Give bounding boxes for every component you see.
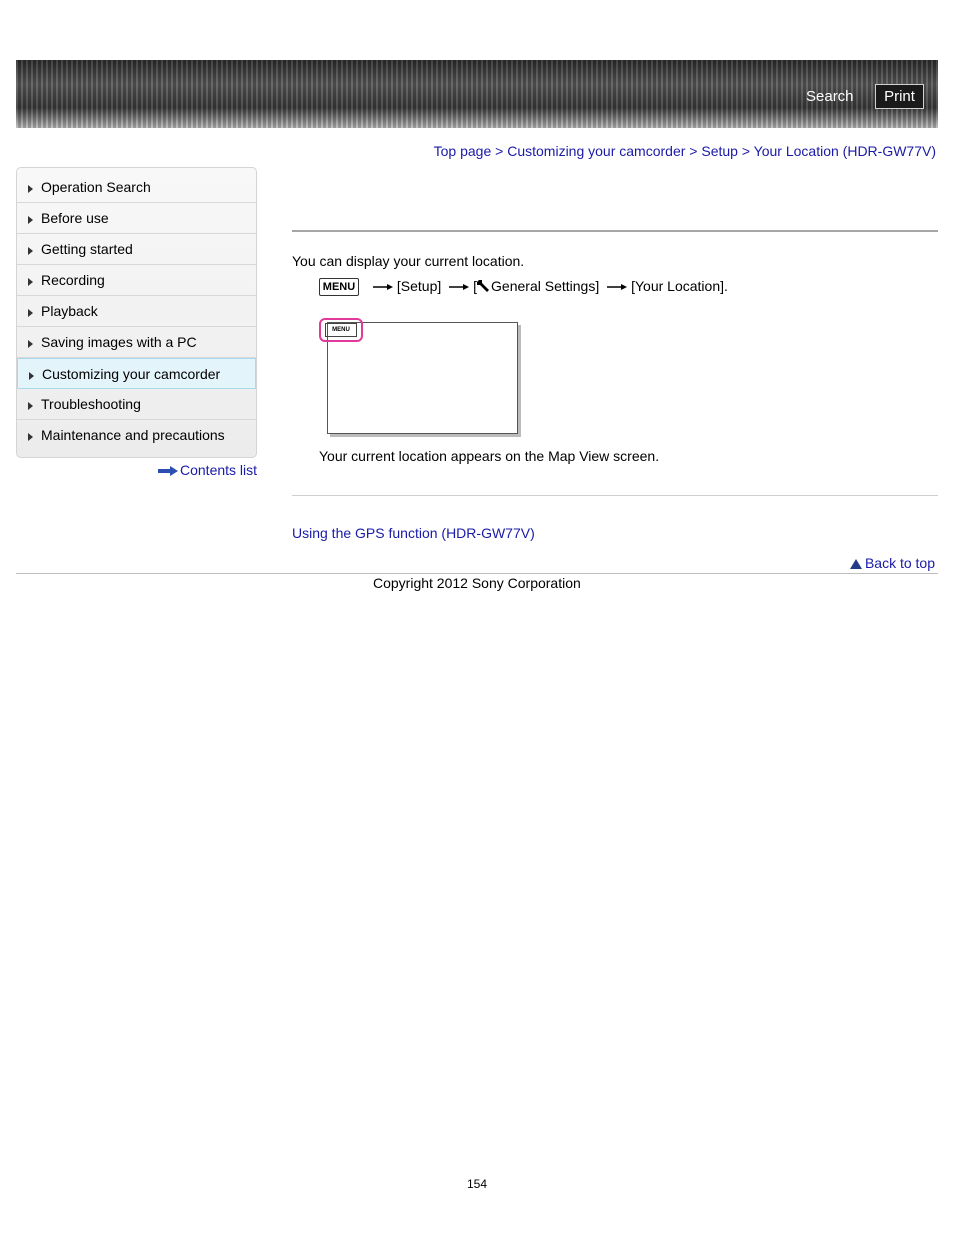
result-text: Your current location appears on the Map View screen. (319, 448, 660, 464)
breadcrumb-separator: > (495, 143, 504, 159)
breadcrumb-separator: > (741, 143, 751, 159)
wrench-icon (477, 279, 491, 293)
sidebar-item-maintenance[interactable] (17, 420, 256, 451)
step-setup: [Setup] (396, 278, 442, 294)
copyright-text: Copyright 2012 Sony Corporation (373, 575, 581, 591)
triangle-right-icon (28, 433, 33, 441)
breadcrumb-customizing[interactable]: Customizing your camcorder (507, 143, 686, 159)
arrow-right-icon (449, 283, 469, 291)
breadcrumb-separator: > (689, 143, 698, 159)
sidebar-item-label: Before use (41, 210, 109, 226)
breadcrumb-current[interactable]: Your Location (HDR-GW77V) (753, 143, 936, 159)
print-button[interactable]: Print (875, 84, 924, 109)
search-link[interactable]: Search (806, 88, 854, 105)
triangle-up-icon (850, 559, 862, 569)
menu-button-icon: MENU (319, 278, 359, 296)
sidebar-item-label: Operation Search (41, 179, 151, 195)
arrow-right-icon (158, 466, 178, 476)
contents-list-label[interactable]: Contents list (180, 462, 258, 478)
arrow-right-icon (607, 283, 627, 291)
sidebar-item-label: Getting started (41, 241, 133, 257)
sidebar-item-troubleshooting[interactable] (17, 389, 256, 420)
step-your-location: [Your Location]. (631, 278, 728, 294)
sidebar-item-recording[interactable] (17, 265, 256, 296)
back-to-top-label[interactable]: Back to top (864, 555, 935, 571)
sidebar-nav (16, 167, 257, 458)
menu-highlight (319, 318, 363, 342)
arrow-right-icon (373, 283, 393, 291)
sidebar-item-operation-search[interactable] (17, 172, 256, 203)
triangle-right-icon (28, 309, 33, 317)
sidebar-item-label: Troubleshooting (41, 396, 141, 412)
triangle-right-icon (29, 372, 34, 380)
breadcrumb (434, 143, 936, 159)
sidebar-item-label: Saving images with a PC (41, 334, 197, 350)
sidebar-item-playback[interactable] (17, 296, 256, 327)
menu-steps (319, 278, 728, 296)
sidebar-item-label: Recording (41, 272, 105, 288)
step-general-settings: General Settings] (491, 278, 600, 294)
sidebar-item-label: Customizing your camcorder (42, 366, 221, 382)
intro-text: You can display your current location. (292, 253, 525, 269)
screen-menu-button: MENU (325, 323, 357, 337)
triangle-right-icon (28, 278, 33, 286)
back-to-top-link[interactable] (850, 555, 935, 571)
step-general-open: [ (473, 278, 478, 294)
sidebar-item-before-use[interactable] (17, 203, 256, 234)
sidebar-item-getting-started[interactable] (17, 234, 256, 265)
page-number: 154 (466, 1177, 488, 1191)
triangle-right-icon (28, 216, 33, 224)
section-divider (292, 495, 938, 496)
triangle-right-icon (28, 247, 33, 255)
footer-divider (16, 573, 938, 574)
contents-list-link[interactable] (158, 462, 257, 478)
sidebar-item-customizing[interactable] (17, 358, 256, 389)
sidebar-item-label: Playback (41, 303, 98, 319)
triangle-right-icon (28, 185, 33, 193)
title-divider (292, 230, 938, 232)
triangle-right-icon (28, 340, 33, 348)
related-gps-link[interactable]: Using the GPS function (HDR-GW77V) (292, 525, 535, 541)
breadcrumb-setup[interactable]: Setup (701, 143, 738, 159)
triangle-right-icon (28, 402, 33, 410)
breadcrumb-top-page[interactable]: Top page (433, 143, 492, 159)
header-bar (16, 60, 938, 128)
sidebar-item-label: Maintenance and precautions (41, 427, 225, 443)
sidebar-item-saving-images[interactable] (17, 327, 256, 358)
